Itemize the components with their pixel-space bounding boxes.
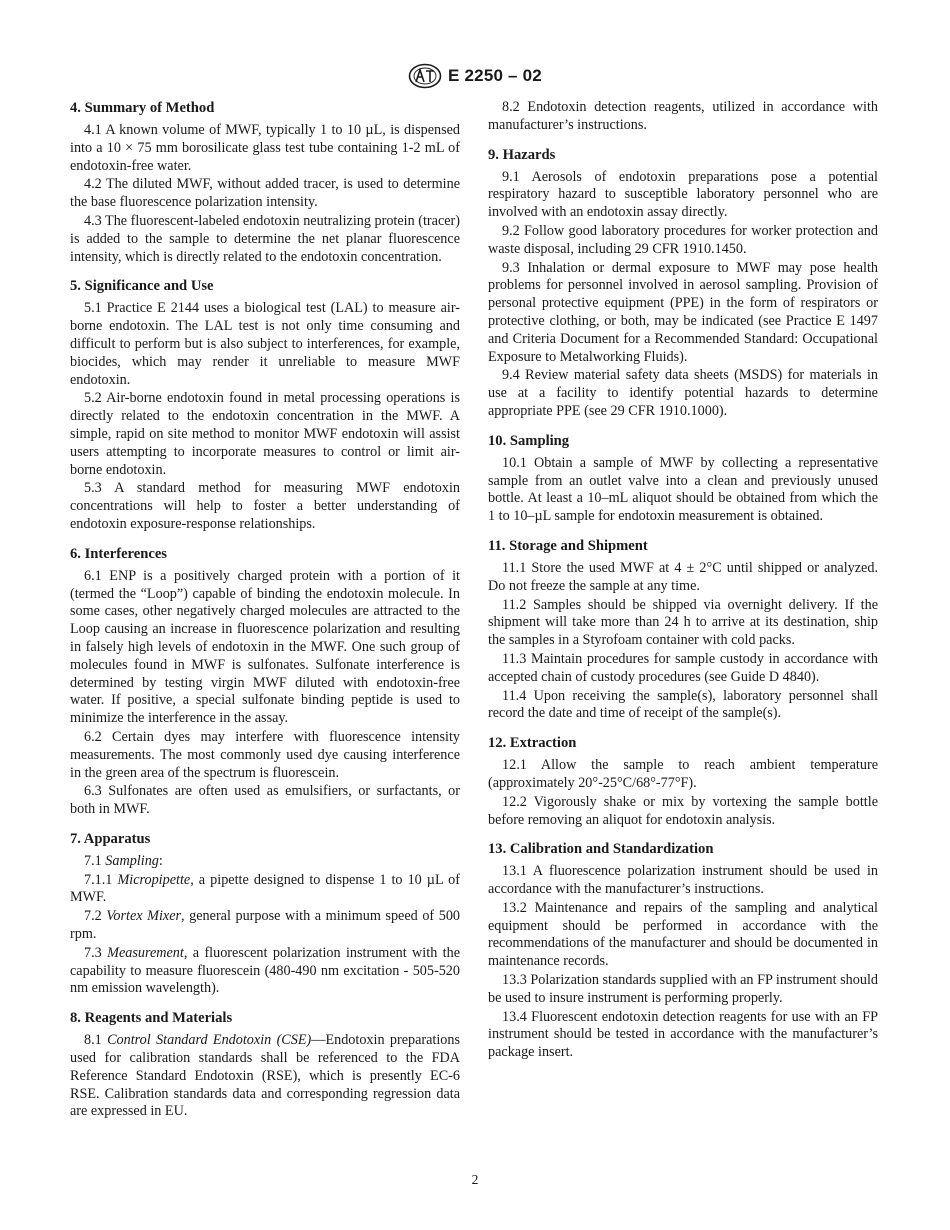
paragraph-number: 7.1.1 [84,871,113,888]
paragraph-text: , general purpose with a minimum speed of 500 rpm. [70,908,461,943]
paragraph-number: 7.1 [84,852,102,869]
paragraph-text: : [158,852,163,869]
page-header [0,62,950,90]
section-heading: 4. Summary of Method [70,100,215,116]
section-heading: 13. Calibration and Standardization [488,841,714,858]
paragraph: 10.1 Obtain a sample of MWF by collecting a representative sample from an outlet valve into a clean and previously unused bottle. At least a 10–mL aliquot should be obtained from which the 1 to 10–µL sample for endotoxin measurement is obtained. [488,454,878,525]
paragraph-text: —Endotoxin preparations used for calibration standards shall be referenced to the FDA Reference Standard Endotoxin (RSE), which is presently EC-6 RSE. Calibration standards data and corresponding regression data are expressed in EU. [70,1032,461,1120]
paragraph: 13.3 Polarization standards supplied with an FP instrument should be used to insure instrument is performing properly. [488,972,878,1006]
paragraph: 11.1 Store the used MWF at 4 ± 2°C until shipped or analyzed. Do not freeze the sample at any time. [488,559,878,594]
paragraph [70,872,460,908]
paragraph [70,853,460,871]
right-column [488,99,878,1073]
section-heading: 12. Extraction [488,735,577,752]
paragraph: 4.3 The fluorescent-labeled endotoxin neutralizing protein (tracer) is added to the sample to determine the net planar fluorescence intensity, which is directly related to the endotoxin concentration. [70,212,460,265]
paragraph: 9.2 Follow good laboratory procedures for worker protection and waste disposal, including 29 CFR 1910.1450. [488,222,878,257]
paragraph: 6.1 ENP is a positively charged protein with a portion of it (termed the “Loop”) capable of binding the endotoxin molecule. In some cases, other negatively charged molecules are attracted to the Loop causing an increase in fluorescence polarization and resulting in falsely high levels of endotoxin in the MWF. One such group of molecules found in MWF is sulfonates. Sulfonate interference is determined by testing virgin MWF diluted with endotoxin-free water. If positive, a special sulfonate binding peptide is used to minimize the interference in the assay. [70,567,460,727]
paragraph: 13.4 Fluorescent endotoxin detection reagents for use with an FP instrument should be tested in accordance with the manufacturer’s package insert. [488,1008,878,1061]
paragraph-number: 7.3 [84,944,102,961]
section-heading: 5. Significance and Use [70,278,214,295]
section-heading: 6. Interferences [70,545,167,562]
paragraph-number: 8.1 [84,1032,102,1049]
defined-term: Micropipette [117,871,191,888]
document-section [488,432,878,526]
document-section [488,99,878,135]
paragraph [70,1032,460,1121]
paragraph: 13.2 Maintenance and repairs of the sampling and analytical equipment should be performed in accordance with the recommendations of the manufacturer and should be documented in maintenance records. [488,899,878,970]
paragraph: 8.2 Endotoxin detection reagents, utilized in accordance with manufacturer’s instructions. [488,99,878,133]
section-heading: 7. Apparatus [70,830,151,847]
paragraph: 9.4 Review material safety data sheets (MSDS) for materials in use at a facility to identify potential hazards to determine appropriate PPE (see 29 CFR 1910.1000). [488,367,878,419]
paragraph [70,945,460,998]
paragraph-number: 7.2 [84,908,102,925]
defined-term: Control Standard Endotoxin (CSE) [107,1032,312,1049]
document-section [70,830,460,998]
astm-logo-icon [408,63,442,89]
paragraph: 9.1 Aerosols of endotoxin preparations pose a potential respiratory hazard to susceptible laboratory personnel who are involved with an endotoxin assay directly. [488,168,878,221]
paragraph-text: , a pipette designed to dispense 1 to 10 µL of MWF. [70,871,460,906]
paragraph: 11.3 Maintain procedures for sample custody in accordance with accepted chain of custody procedures (see Guide D 4840). [488,650,878,685]
document-section [488,840,878,1062]
section-heading: 11. Storage and Shipment [488,537,648,554]
section-heading: 8. Reagents and Materials [70,1010,233,1027]
document-section [70,277,460,533]
document-section [488,146,878,421]
paragraph: 12.1 Allow the sample to reach ambient temperature (approximately 20°-25°C/68°-77°F). [488,757,878,791]
paragraph: 5.2 Air-borne endotoxin found in metal processing operations is directly related to the endotoxin concentration in the MWF. A simple, rapid on site method to monitor MWF endotoxin will assist users attempting to incorporate measures to control or limit air-borne endotoxin. [70,390,460,478]
paragraph: 12.2 Vigorously shake or mix by vortexing the sample bottle before removing an aliquot for endotoxin analysis. [488,793,878,828]
section-heading: 9. Hazards [488,146,556,163]
paragraph: 11.2 Samples should be shipped via overnight delivery. If the shipment will take more than 24 h to arrive at its destination, ship the samples in a Styrofoam container with cold packs. [488,596,878,649]
document-section [488,537,878,723]
defined-term: Measurement [107,944,184,961]
paragraph-text: , a fluorescent polarization instrument with the capability to measure fluorescein (480-490 nm excitation - 505-520 nm emission wavelength). [70,944,461,997]
paragraph: 6.3 Sulfonates are often used as emulsifiers, or surfactants, or both in MWF. [70,783,460,818]
paragraph: 5.3 A standard method for measuring MWF endotoxin concentrations will help to foster a better understanding of endotoxin exposure-response relationships. [70,480,460,532]
paragraph: 13.1 A fluorescence polarization instrument should be used in accordance with the manufacturer’s instructions. [488,863,878,898]
document-section [70,545,460,819]
designation-number: E 2250 – 02 [448,66,542,85]
paragraph: 6.2 Certain dyes may interfere with fluorescence intensity measurements. The most commonly used dye causing interference in the green area of the spectrum is fluorescein. [70,728,460,781]
document-section [70,1009,460,1121]
defined-term: Sampling [105,852,159,869]
document-section [488,734,878,829]
section-heading: 10. Sampling [488,432,570,449]
paragraph [70,908,460,944]
paragraph: 9.3 Inhalation or dermal exposure to MWF may pose health problems for personnel involved in aerosol sampling. Provision of personal protective equipment (PPE) in the form of respirators or protective clothing, or both, may be indicated (see Practice E 1497 and Criteria Document for a Recommended Standard: Occupational Exposure to Metalworking Fluids). [488,259,878,365]
paragraph: 4.1 A known volume of MWF, typically 1 to 10 µL, is dispensed into a 10 × 75 mm borosilicate glass test tube containing 1-2 mL of endotoxin-free water. [70,122,460,174]
paragraph: 4.2 The diluted MWF, without added tracer, is used to determine the base fluorescence polarization intensity. [70,176,460,211]
defined-term: Vortex Mixer [106,908,182,925]
left-column [70,99,460,1132]
paragraph: 11.4 Upon receiving the sample(s), laboratory personnel shall record the date and time of receipt of the sample(s). [488,687,878,722]
document-section [70,99,460,266]
paragraph: 5.1 Practice E 2144 uses a biological test (LAL) to measure air-borne endotoxin. The LAL test is not only time consuming and difficult to perform but is also subject to interferences, for example, biocides, which may render it unreliable to measure MWF endotoxin. [70,300,460,388]
page-number: 2 [471,1172,479,1187]
